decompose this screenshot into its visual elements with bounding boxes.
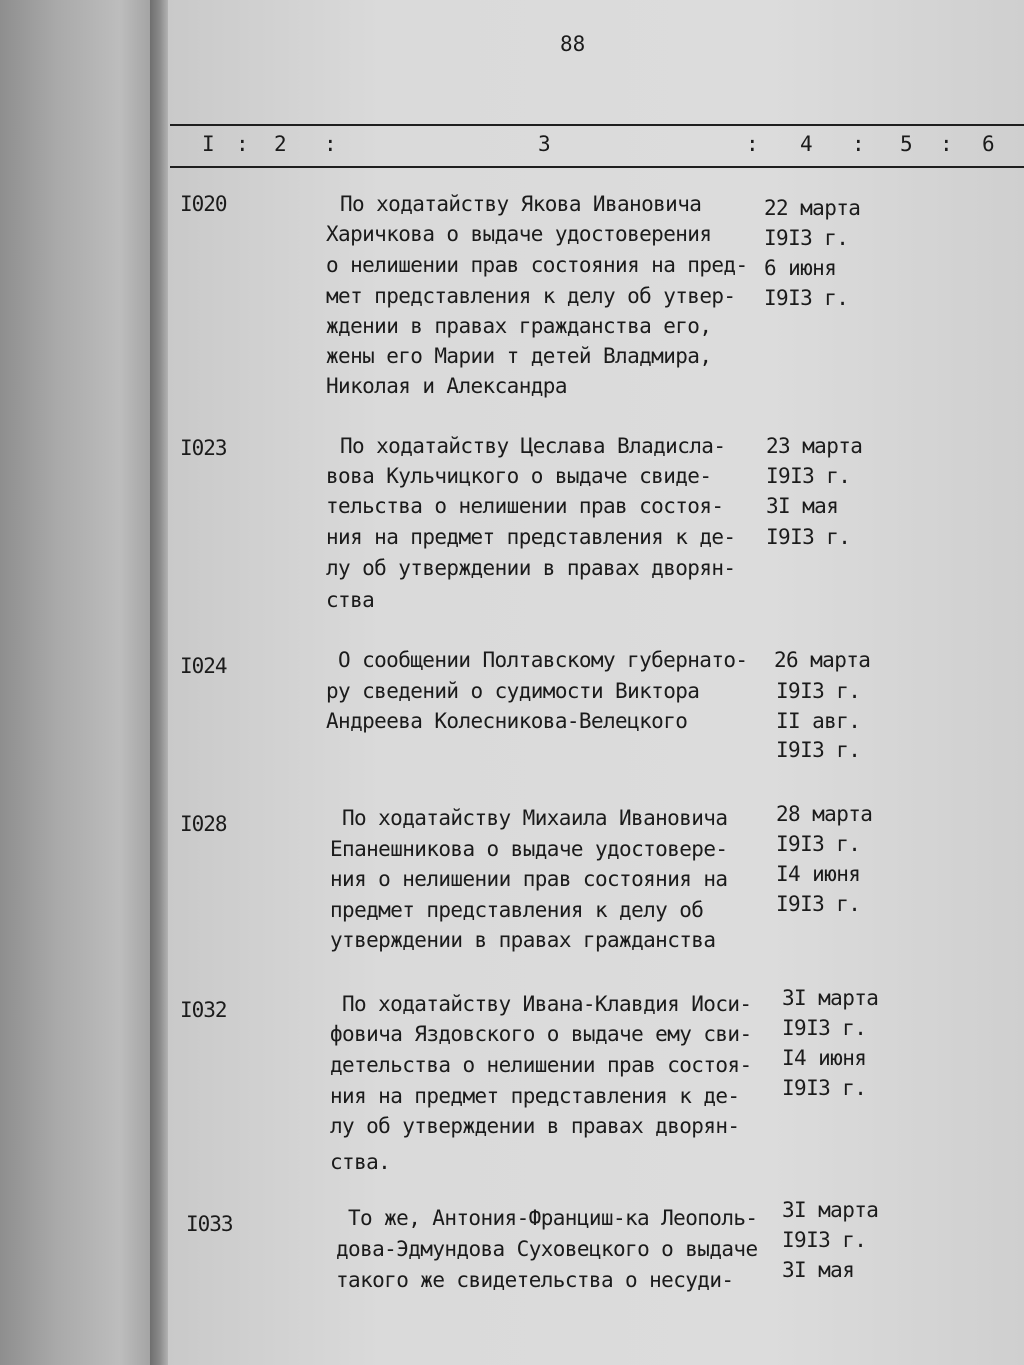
record-date: 6 июня xyxy=(764,256,837,280)
record-date: 3I марта xyxy=(782,1198,879,1222)
record-date: I9I3 г. xyxy=(764,286,849,310)
record-number: I020 xyxy=(180,192,227,216)
record-date: 22 марта xyxy=(764,196,861,220)
column-separator: : xyxy=(324,132,337,156)
record-text-line: По ходатайству Якова Ивановича xyxy=(340,192,702,216)
header-bottom-rule xyxy=(170,166,1024,168)
page-number: 88 xyxy=(560,32,586,56)
column-separator: : xyxy=(236,132,249,156)
column-separator: : xyxy=(940,132,953,156)
record-text-line: лу об утверждении в правах дворян- xyxy=(330,1114,740,1138)
record-date: I9I3 г. xyxy=(776,832,861,856)
record-text-line: ства. xyxy=(330,1150,391,1174)
column-header-1: I xyxy=(202,132,215,156)
record-date: I4 июня xyxy=(782,1046,867,1070)
record-text-line: фовича Яздовского о выдаче ему сви- xyxy=(330,1022,752,1046)
record-number: I024 xyxy=(180,654,227,678)
record-text-line: утверждении в правах гражданства xyxy=(330,928,716,952)
record-text-line: По ходатайству Ивана-Клавдия Иоси- xyxy=(342,992,752,1016)
record-date: I9I3 г. xyxy=(776,679,861,703)
record-text-line: О сообщении Полтавскому губернато- xyxy=(338,648,748,672)
record-text-line: такого же свидетельства о несуди- xyxy=(336,1268,734,1292)
record-text-line: мет представления к делу об утвер- xyxy=(326,284,736,308)
record-date: I9I3 г. xyxy=(776,738,861,762)
record-date: I9I3 г. xyxy=(766,464,851,488)
record-date: I9I3 г. xyxy=(776,892,861,916)
record-text-line: Епанешникова о выдаче удостовере- xyxy=(330,837,728,861)
record-text-line: ства xyxy=(326,588,375,612)
column-header-2: 2 xyxy=(274,132,287,156)
record-date: I9I3 г. xyxy=(782,1228,867,1252)
record-date: 26 марта xyxy=(774,648,871,672)
record-date: I9I3 г. xyxy=(782,1016,867,1040)
record-text-line: По ходатайству Михаила Ивановича xyxy=(342,806,728,830)
record-text-line: лу об утверждении в правах дворян- xyxy=(326,556,736,580)
record-number: I023 xyxy=(180,436,227,460)
record-text-line: предмет представления к делу об xyxy=(330,898,704,922)
record-text-line: тельства о нелишении прав состоя- xyxy=(326,494,724,518)
record-text-line: Николая и Александра xyxy=(326,374,567,398)
record-text-line: о нелишении прав состояния на пред- xyxy=(326,253,748,277)
record-text-line: детельства о нелишении прав состоя- xyxy=(330,1053,752,1077)
header-top-rule xyxy=(170,124,1024,126)
record-text-line: вова Кульчицкого о выдаче свиде- xyxy=(326,464,712,488)
record-text-line: дова-Эдмундова Суховецкого о выдаче xyxy=(336,1237,758,1261)
record-text-line: Андреева Колесникова-Велецкого xyxy=(326,709,688,733)
record-text-line: ния о нелишении прав состояния на xyxy=(330,867,728,891)
record-date: 3I марта xyxy=(782,986,879,1010)
column-header-5: 5 xyxy=(900,132,913,156)
record-text-line: То же, Антония-Франциш-ка Леополь- xyxy=(348,1206,758,1230)
record-date: 3I мая xyxy=(766,494,839,518)
column-separator: : xyxy=(852,132,865,156)
facing-page xyxy=(0,0,160,1365)
column-header-3: 3 xyxy=(538,132,551,156)
record-number: I032 xyxy=(180,998,227,1022)
record-text-line: ния на предмет представления к де- xyxy=(326,525,736,549)
record-number: I033 xyxy=(186,1212,233,1236)
column-header-4: 4 xyxy=(800,132,813,156)
record-date: I9I3 г. xyxy=(764,226,849,250)
record-date: 3I мая xyxy=(782,1258,855,1282)
record-date: II авг. xyxy=(776,709,861,733)
column-header-6: 6 xyxy=(982,132,995,156)
record-text-line: ру сведений о судимости Виктора xyxy=(326,679,700,703)
record-date: I9I3 г. xyxy=(766,525,851,549)
record-date: 28 марта xyxy=(776,802,873,826)
record-date: I9I3 г. xyxy=(782,1076,867,1100)
record-text-line: жены его Марии т детей Владмира, xyxy=(326,344,712,368)
record-text-line: ждении в правах гражданства его, xyxy=(326,314,712,338)
record-text-line: Харичкова о выдаче удостоверения xyxy=(326,222,712,246)
record-date: 23 марта xyxy=(766,434,863,458)
record-date: I4 июня xyxy=(776,862,861,886)
record-text-line: ния на предмет представления к де- xyxy=(330,1084,740,1108)
record-text-line: По ходатайству Цеслава Владисла- xyxy=(340,434,726,458)
column-separator: : xyxy=(746,132,759,156)
record-number: I028 xyxy=(180,812,227,836)
